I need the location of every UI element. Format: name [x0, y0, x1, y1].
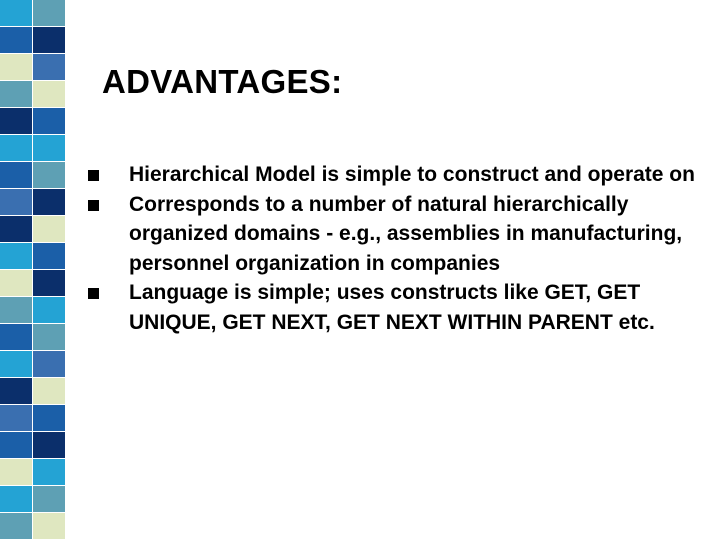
slide-title: ADVANTAGES:: [102, 63, 343, 100]
decorative-block: [0, 297, 33, 324]
decorative-block-row: [0, 81, 66, 108]
decorative-block-row: [0, 297, 66, 324]
decorative-block: [0, 378, 33, 405]
bullet-text: Hierarchical Model is simple to construct and operate on: [129, 163, 695, 186]
square-bullet-icon: [88, 200, 99, 211]
decorative-block: [0, 216, 33, 243]
decorative-block-row: [0, 216, 66, 243]
decorative-block: [0, 54, 33, 81]
square-bullet-icon: [88, 288, 99, 299]
decorative-block: [0, 162, 33, 189]
square-bullet-icon: [88, 170, 99, 181]
decorative-block: [0, 243, 33, 270]
decorative-block: [33, 216, 66, 243]
decorative-block: [33, 351, 66, 378]
decorative-block: [33, 378, 66, 405]
decorative-block: [33, 108, 66, 135]
decorative-block: [33, 162, 66, 189]
decorative-block: [33, 513, 66, 540]
decorative-block: [0, 405, 33, 432]
decorative-block: [0, 351, 33, 378]
decorative-block-row: [0, 351, 66, 378]
decorative-block-row: [0, 432, 66, 459]
decorative-block-row: [0, 27, 66, 54]
decorative-block: [33, 81, 66, 108]
decorative-block: [0, 135, 33, 162]
decorative-block: [33, 243, 66, 270]
decorative-block-row: [0, 513, 66, 540]
decorative-block: [33, 297, 66, 324]
decorative-block-row: [0, 270, 66, 297]
decorative-block: [33, 324, 66, 351]
decorative-block: [33, 486, 66, 513]
decorative-block: [0, 108, 33, 135]
decorative-block: [33, 54, 66, 81]
decorative-block-row: [0, 459, 66, 486]
bullet-list: [88, 160, 708, 337]
bullet-item: [88, 160, 708, 190]
decorative-block-row: [0, 54, 66, 81]
decorative-block: [33, 135, 66, 162]
decorative-block: [0, 81, 33, 108]
decorative-block: [0, 324, 33, 351]
decorative-block-row: [0, 0, 66, 27]
decorative-block: [33, 270, 66, 297]
decorative-block: [33, 405, 66, 432]
decorative-block: [33, 459, 66, 486]
decorative-block-row: [0, 162, 66, 189]
decorative-block: [0, 486, 33, 513]
decorative-block: [33, 189, 66, 216]
decorative-block: [0, 27, 33, 54]
decorative-block-row: [0, 189, 66, 216]
bullet-item: [88, 278, 708, 337]
bullet-item: [88, 190, 708, 279]
decorative-block: [0, 513, 33, 540]
decorative-block-row: [0, 135, 66, 162]
decorative-block-row: [0, 108, 66, 135]
decorative-block-strip: [0, 0, 66, 540]
bullet-text: Corresponds to a number of natural hierarchically organized domains - e.g., assemblies in manufacturing, personnel organization in companies: [129, 192, 683, 275]
decorative-block-row: [0, 324, 66, 351]
decorative-block: [33, 432, 66, 459]
decorative-block-row: [0, 243, 66, 270]
bullet-text: Language is simple; uses constructs like GET, GET UNIQUE, GET NEXT, GET NEXT WITHIN PARENT etc.: [129, 281, 655, 334]
decorative-block-row: [0, 405, 66, 432]
decorative-block-row: [0, 486, 66, 513]
decorative-block-row: [0, 378, 66, 405]
decorative-block: [33, 0, 66, 27]
decorative-block: [0, 189, 33, 216]
decorative-block: [0, 459, 33, 486]
decorative-block: [0, 432, 33, 459]
decorative-block: [33, 27, 66, 54]
decorative-block: [0, 0, 33, 27]
decorative-block: [0, 270, 33, 297]
